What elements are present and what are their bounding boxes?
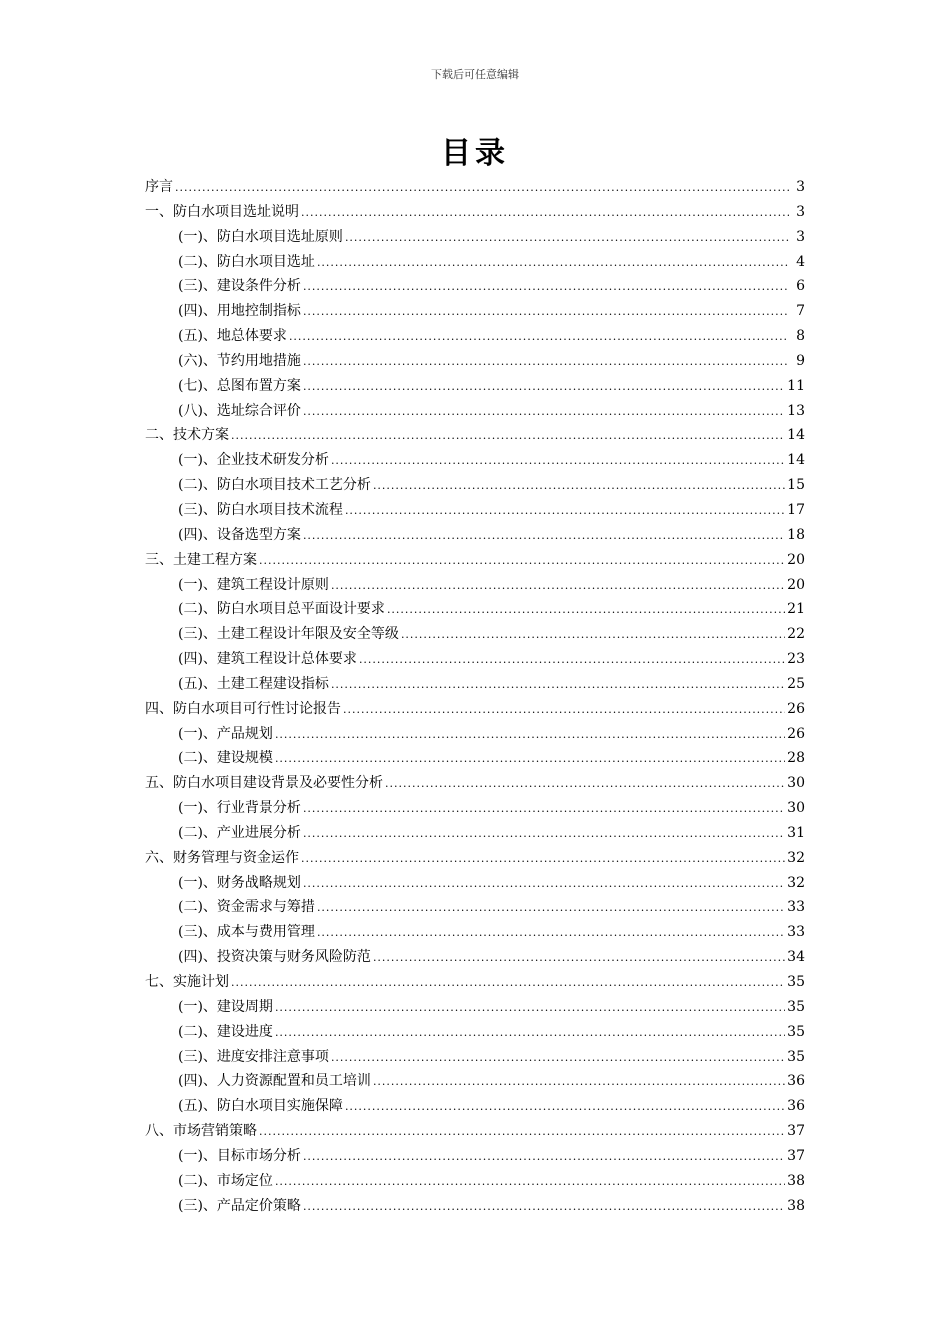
toc-entry-title: (四)、用地控制指标 <box>178 303 301 320</box>
toc-entry-title: (五)、地总体要求 <box>178 328 287 345</box>
toc-entry-title: (四)、设备选型方案 <box>178 526 301 543</box>
toc-page-number: 8 <box>796 328 805 345</box>
toc-entry[interactable] <box>145 746 805 771</box>
toc-dot-leader <box>359 648 785 673</box>
toc-entry[interactable] <box>145 473 805 498</box>
toc-entry-title: (四)、投资决策与财务风险防范 <box>178 949 371 966</box>
toc-dot-leader <box>275 1021 785 1046</box>
toc-entry[interactable] <box>145 821 805 846</box>
toc-dot-leader <box>317 251 789 276</box>
toc-dot-leader <box>303 822 785 847</box>
toc-dot-leader <box>303 1195 785 1220</box>
toc-page-number: 28 <box>787 750 805 767</box>
toc-entry[interactable] <box>145 448 805 473</box>
toc-dot-leader <box>331 574 785 599</box>
toc-page-number: 3 <box>796 228 805 245</box>
toc-page-number: 33 <box>787 924 805 941</box>
toc-entry[interactable] <box>145 1169 805 1194</box>
toc-entry[interactable] <box>145 175 805 200</box>
toc-dot-leader <box>275 996 785 1021</box>
toc-entry-title: (一)、财务战略规划 <box>178 874 301 891</box>
toc-entry-title: (三)、进度安排注意事项 <box>178 1048 329 1065</box>
toc-entry-title: (三)、土建工程设计年限及安全等级 <box>178 626 399 643</box>
toc-entry[interactable] <box>145 1119 805 1144</box>
toc-dot-leader <box>343 698 785 723</box>
toc-dot-leader <box>303 300 789 325</box>
toc-dot-leader <box>301 201 789 226</box>
toc-page-number: 4 <box>796 253 805 270</box>
toc-dot-leader <box>373 946 785 971</box>
toc-entry[interactable] <box>145 672 805 697</box>
toc-entry[interactable] <box>145 1144 805 1169</box>
toc-entry[interactable] <box>145 697 805 722</box>
toc-entry[interactable] <box>145 1045 805 1070</box>
toc-entry[interactable] <box>145 374 805 399</box>
toc-page-number: 35 <box>787 998 805 1015</box>
toc-dot-leader <box>275 747 785 772</box>
toc-entry[interactable] <box>145 274 805 299</box>
toc-page-number: 36 <box>787 1098 805 1115</box>
toc-page-number: 22 <box>787 626 805 643</box>
toc-entry[interactable] <box>145 573 805 598</box>
toc-entry-title: (三)、防白水项目技术流程 <box>178 501 343 518</box>
page-title: 目录 <box>441 136 509 171</box>
toc-dot-leader <box>289 325 789 350</box>
toc-entry-title: (五)、土建工程建设指标 <box>178 675 329 692</box>
toc-page-number: 26 <box>787 700 805 717</box>
toc-entry[interactable] <box>145 995 805 1020</box>
toc-entry[interactable] <box>145 349 805 374</box>
toc-page-number: 3 <box>796 203 805 220</box>
toc-page-number: 13 <box>787 402 805 419</box>
toc-entry-title: 四、防白水项目可行性讨论报告 <box>145 700 341 717</box>
toc-entry[interactable] <box>145 846 805 871</box>
toc-dot-leader <box>345 1095 785 1120</box>
toc-page-number: 18 <box>787 526 805 543</box>
toc-entry-title: (一)、目标市场分析 <box>178 1147 301 1164</box>
toc-page-number: 35 <box>787 1023 805 1040</box>
toc-entry[interactable] <box>145 1020 805 1045</box>
toc-dot-leader <box>175 176 789 201</box>
toc-entry-title: 七、实施计划 <box>145 974 229 990</box>
toc-entry[interactable] <box>145 200 805 225</box>
toc-page-number: 26 <box>787 725 805 742</box>
toc-page-number: 37 <box>787 1147 805 1164</box>
toc-entry[interactable] <box>145 970 805 995</box>
toc-entry[interactable] <box>145 498 805 523</box>
toc-page-number: 38 <box>787 1172 805 1189</box>
toc-page-number: 25 <box>787 675 805 692</box>
toc-dot-leader <box>303 797 785 822</box>
toc-page-number: 34 <box>787 949 805 966</box>
toc-dot-leader <box>303 375 785 400</box>
toc-dot-leader <box>345 226 789 251</box>
toc-page-number: 21 <box>787 601 805 618</box>
toc-dot-leader <box>373 474 785 499</box>
toc-entry[interactable] <box>145 1069 805 1094</box>
page-header: 下载后可任意编辑 <box>431 68 519 81</box>
toc-entry[interactable] <box>145 324 805 349</box>
toc-dot-leader <box>259 549 785 574</box>
toc-page-number: 31 <box>787 824 805 841</box>
toc-page-number: 36 <box>787 1073 805 1090</box>
toc-dot-leader <box>317 921 785 946</box>
table-of-contents <box>145 175 805 1218</box>
toc-entry-title: 五、防白水项目建设背景及必要性分析 <box>145 775 383 792</box>
toc-entry[interactable] <box>145 250 805 275</box>
toc-dot-leader <box>387 598 785 623</box>
toc-dot-leader <box>331 1046 785 1071</box>
toc-dot-leader <box>303 1145 785 1170</box>
toc-entry-title: (三)、产品定价策略 <box>178 1197 301 1214</box>
toc-entry-title: (六)、节约用地措施 <box>178 352 301 369</box>
toc-dot-leader <box>331 673 785 698</box>
toc-page-number: 32 <box>787 874 805 891</box>
toc-entry[interactable] <box>145 771 805 796</box>
toc-dot-leader <box>345 499 785 524</box>
toc-dot-leader <box>303 872 785 897</box>
toc-page-number: 32 <box>787 849 805 866</box>
toc-page-number: 23 <box>787 651 805 668</box>
toc-entry[interactable] <box>145 920 805 945</box>
toc-page-number: 33 <box>787 899 805 916</box>
toc-entry[interactable] <box>145 299 805 324</box>
toc-page-number: 15 <box>787 477 805 494</box>
toc-entry[interactable] <box>145 722 805 747</box>
toc-page-number: 9 <box>796 352 805 369</box>
toc-dot-leader <box>259 1120 785 1145</box>
toc-entry-title: 六、财务管理与资金运作 <box>145 849 299 866</box>
toc-page-number: 14 <box>787 452 805 469</box>
toc-entry[interactable] <box>145 622 805 647</box>
toc-dot-leader <box>303 524 785 549</box>
toc-entry-title: (三)、建设条件分析 <box>178 278 301 295</box>
toc-entry-title: (二)、防白水项目技术工艺分析 <box>178 477 371 494</box>
toc-entry[interactable] <box>145 945 805 970</box>
toc-page-number: 6 <box>796 278 805 295</box>
toc-page-number: 38 <box>787 1197 805 1214</box>
toc-entry[interactable] <box>145 1094 805 1119</box>
toc-page-number: 17 <box>787 501 805 518</box>
toc-dot-leader <box>303 350 789 375</box>
toc-entry[interactable] <box>145 647 805 672</box>
toc-dot-leader <box>401 623 785 648</box>
toc-entry[interactable] <box>145 871 805 896</box>
toc-page-number: 35 <box>787 1048 805 1065</box>
toc-entry-title: 序言 <box>145 179 173 195</box>
toc-entry-title: (八)、选址综合评价 <box>178 402 301 419</box>
toc-page-number: 37 <box>787 1123 805 1140</box>
toc-entry-title: (一)、建筑工程设计原则 <box>178 576 329 593</box>
toc-entry-title: (五)、防白水项目实施保障 <box>178 1098 343 1115</box>
toc-entry-title: 三、土建工程方案 <box>145 551 257 568</box>
toc-page-number: 30 <box>787 775 805 792</box>
toc-dot-leader <box>331 449 785 474</box>
toc-dot-leader <box>303 400 785 425</box>
toc-entry-title: (二)、防白水项目选址 <box>178 253 315 270</box>
toc-dot-leader <box>373 1070 785 1095</box>
toc-entry-title: (二)、产业进展分析 <box>178 824 301 841</box>
toc-entry[interactable] <box>145 895 805 920</box>
toc-entry-title: 二、技术方案 <box>145 427 229 444</box>
toc-entry-title: (二)、建设进度 <box>178 1023 273 1040</box>
toc-entry-title: (七)、总图布置方案 <box>178 377 301 394</box>
toc-entry[interactable] <box>145 548 805 573</box>
toc-page-number: 20 <box>787 551 805 568</box>
toc-page-number: 14 <box>787 427 805 444</box>
toc-entry-title: (二)、资金需求与筹措 <box>178 899 315 916</box>
toc-entry-title: (三)、成本与费用管理 <box>178 924 315 941</box>
toc-entry[interactable] <box>145 597 805 622</box>
toc-entry-title: (一)、企业技术研发分析 <box>178 452 329 469</box>
toc-entry-title: (四)、建筑工程设计总体要求 <box>178 651 357 668</box>
toc-dot-leader <box>231 971 785 996</box>
toc-dot-leader <box>301 847 785 872</box>
toc-dot-leader <box>231 424 785 449</box>
toc-dot-leader <box>275 723 785 748</box>
toc-entry[interactable] <box>145 423 805 448</box>
toc-page-number: 30 <box>787 800 805 817</box>
toc-entry[interactable] <box>145 523 805 548</box>
toc-entry-title: (一)、产品规划 <box>178 725 273 742</box>
toc-entry-title: (一)、建设周期 <box>178 998 273 1015</box>
toc-entry[interactable] <box>145 399 805 424</box>
toc-page-number: 3 <box>796 179 805 195</box>
toc-entry-title: (二)、防白水项目总平面设计要求 <box>178 601 385 618</box>
toc-page-number: 35 <box>787 974 805 990</box>
toc-page-number: 11 <box>787 377 805 394</box>
toc-dot-leader <box>275 1170 785 1195</box>
toc-page-number: 20 <box>787 576 805 593</box>
toc-entry-title: (一)、行业背景分析 <box>178 800 301 817</box>
toc-dot-leader <box>303 275 789 300</box>
toc-entry-title: (二)、建设规模 <box>178 750 273 767</box>
toc-entry[interactable] <box>145 225 805 250</box>
toc-entry-title: (四)、人力资源配置和员工培训 <box>178 1073 371 1090</box>
toc-entry[interactable] <box>145 796 805 821</box>
toc-dot-leader <box>385 772 785 797</box>
toc-entry-title: 一、防白水项目选址说明 <box>145 203 299 220</box>
toc-entry-title: (一)、防白水项目选址原则 <box>178 228 343 245</box>
toc-entry-title: 八、市场营销策略 <box>145 1123 257 1140</box>
toc-page-number: 7 <box>796 303 805 320</box>
toc-dot-leader <box>317 896 785 921</box>
toc-entry[interactable] <box>145 1194 805 1219</box>
toc-entry-title: (二)、市场定位 <box>178 1172 273 1189</box>
